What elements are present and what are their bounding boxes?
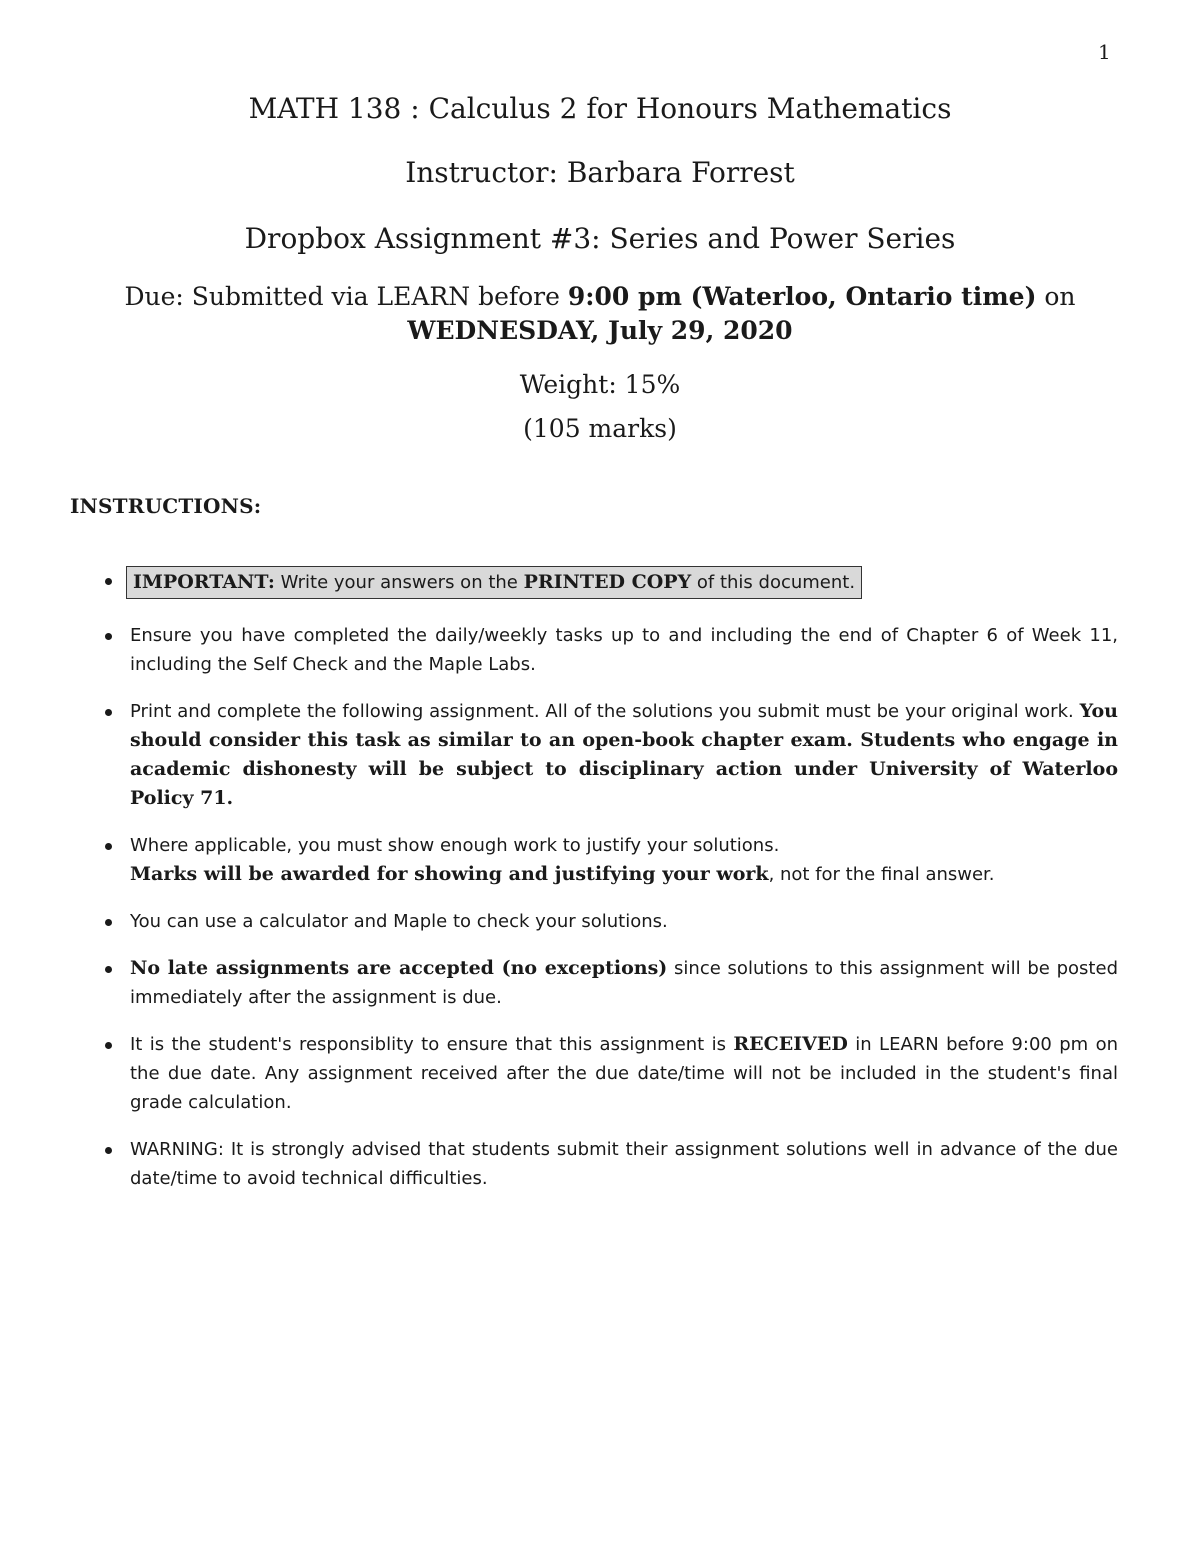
instructions-list bbox=[100, 566, 1118, 1211]
due-mid: on bbox=[1036, 282, 1076, 311]
bullet-icon bbox=[105, 709, 112, 716]
assignment-title: Dropbox Assignment #3: Series and Power Series bbox=[244, 222, 956, 255]
list-item bbox=[100, 566, 1118, 599]
bullet-icon bbox=[105, 843, 112, 850]
due-time: 9:00 pm (Waterloo, Ontario time) bbox=[567, 282, 1037, 311]
instruction-text-end: , not for the final answer. bbox=[768, 864, 995, 885]
bullet-icon bbox=[105, 578, 112, 585]
instruction-text: Where applicable, you must show enough work to justify your solutions. bbox=[130, 835, 780, 856]
weight: Weight: 15% bbox=[519, 370, 681, 399]
due-statement bbox=[0, 280, 1200, 348]
list-item bbox=[100, 831, 1118, 889]
instruction-bold: Marks will be awarded for showing and justifying your work bbox=[130, 863, 769, 885]
important-text: Write your answers on the bbox=[274, 572, 524, 593]
due-prefix: Due: Submitted via LEARN before bbox=[124, 282, 568, 311]
instruction-text: You can use a calculator and Maple to check your solutions. bbox=[130, 911, 668, 932]
instruction-text-end: in LEARN before 9:00 pm on the due date. Any assignment received after the due date/time will not be included in the student's final grade calculation. bbox=[130, 1034, 1119, 1113]
bullet-icon bbox=[105, 1147, 112, 1154]
printed-copy-label: PRINTED COPY bbox=[523, 571, 692, 593]
bullet-icon bbox=[105, 1042, 112, 1049]
instruction-bold: No late assignments are accepted (no exceptions) bbox=[130, 957, 668, 979]
list-item bbox=[100, 907, 1118, 936]
due-date: WEDNESDAY, July 29, 2020 bbox=[407, 316, 793, 345]
bullet-icon bbox=[105, 919, 112, 926]
bullet-icon bbox=[105, 966, 112, 973]
list-item bbox=[100, 1135, 1118, 1193]
instruction-bold: RECEIVED bbox=[733, 1033, 848, 1055]
list-item bbox=[100, 697, 1118, 813]
course-title: MATH 138 : Calculus 2 for Honours Mathematics bbox=[248, 92, 952, 125]
important-text-end: of this document. bbox=[691, 572, 856, 593]
instructor-line: Instructor: Barbara Forrest bbox=[405, 156, 795, 189]
instruction-text: Print and complete the following assignment. All of the solutions you submit must be your original work. bbox=[130, 701, 1080, 722]
instruction-text: since solutions to this assignment will be posted immediately after the assignment is due. bbox=[130, 958, 1118, 1008]
important-notice bbox=[126, 566, 862, 599]
instruction-text: WARNING: It is strongly advised that students submit their assignment solutions well in advance of the due date/time to avoid technical difficulties. bbox=[130, 1139, 1118, 1189]
instruction-bold: You should consider this task as similar to an open-book chapter exam. Students who engage in academic dishonesty will be subject to disciplinary action under University of Waterloo Policy 71. bbox=[130, 700, 1118, 809]
page-number: 1 bbox=[1098, 40, 1111, 64]
list-item bbox=[100, 954, 1118, 1012]
instruction-text: It is the student's responsiblity to ensure that this assignment is bbox=[130, 1034, 734, 1055]
important-label: IMPORTANT: bbox=[133, 571, 275, 593]
list-item bbox=[100, 621, 1118, 679]
instructions-heading: INSTRUCTIONS: bbox=[70, 494, 262, 518]
bullet-icon bbox=[105, 633, 112, 640]
instruction-text: Ensure you have completed the daily/weekly tasks up to and including the end of Chapter 6 of Week 11, including the Self Check and the Maple Labs. bbox=[130, 625, 1118, 675]
total-marks: (105 marks) bbox=[523, 414, 677, 443]
list-item bbox=[100, 1030, 1118, 1117]
